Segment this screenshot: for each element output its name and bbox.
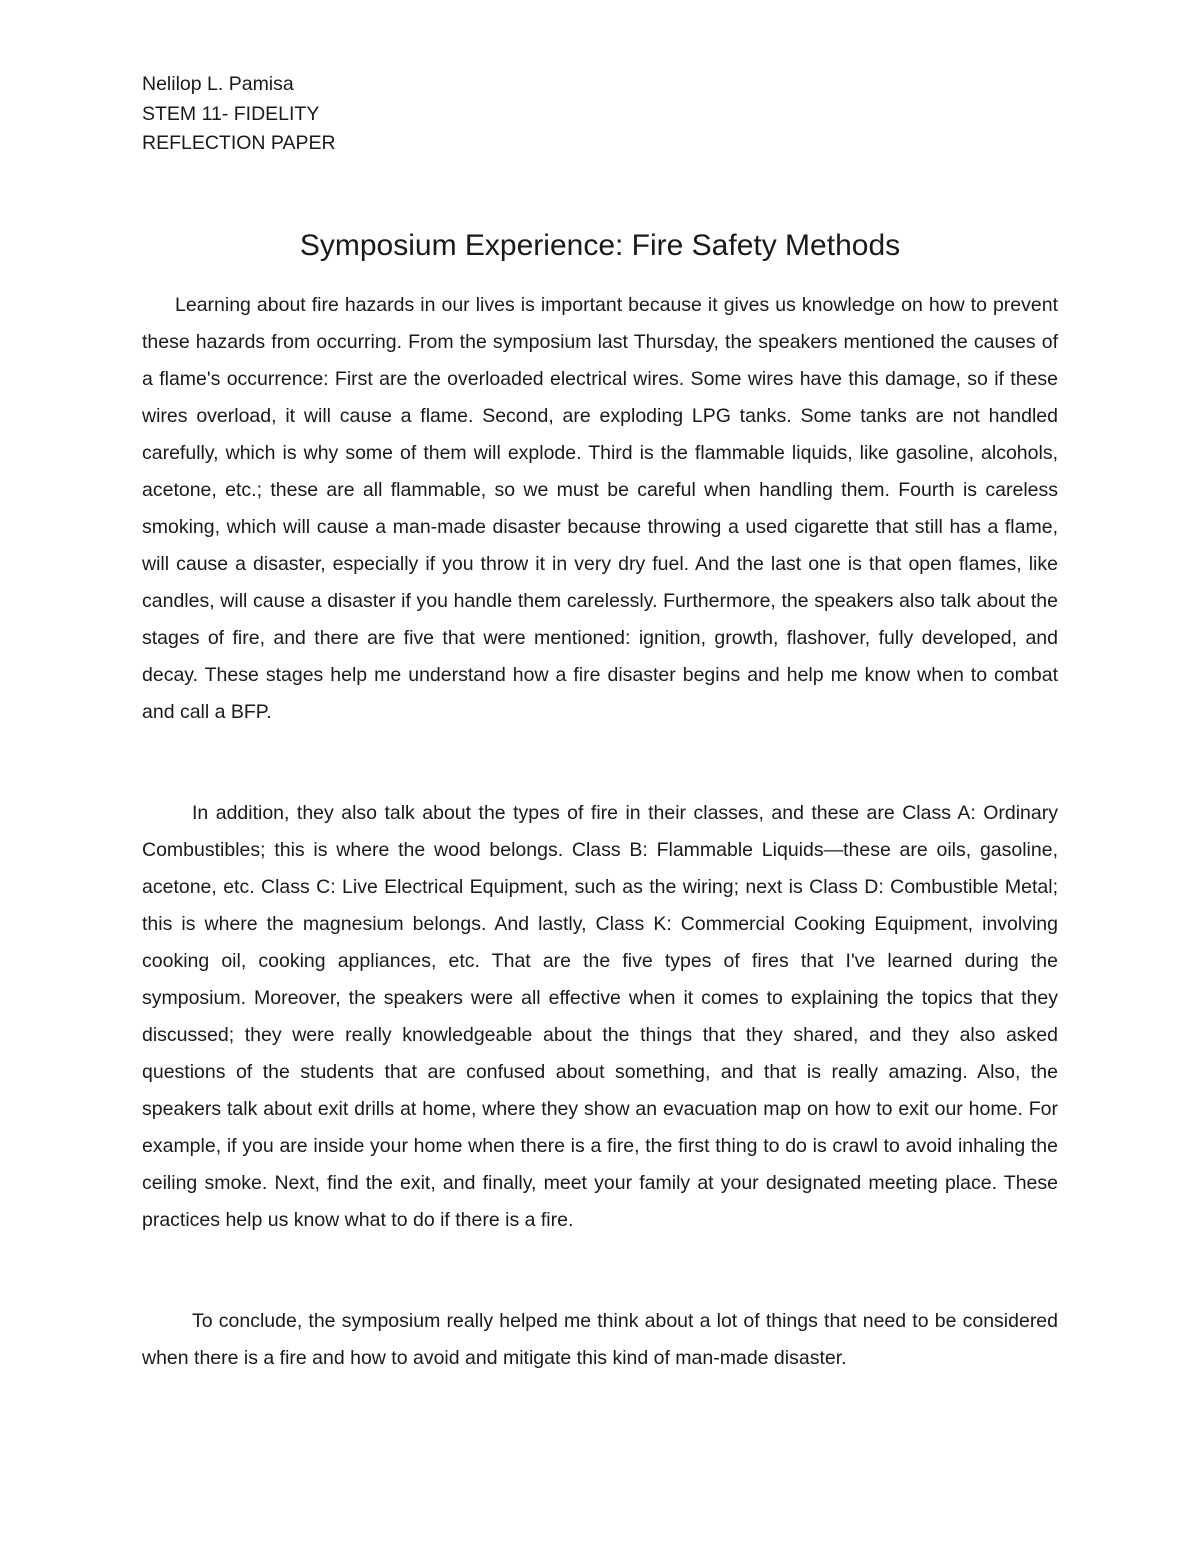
paragraph-1: Learning about fire hazards in our lives is important because it gives us knowledge on how to prevent these hazards from occurring. From the symposium last Thursday, the speakers mentioned the causes of a flame's occurrence: First are the overloaded electrical wires. Some wires have this damage, so if these wires overload, it will cause a flame. Second, are exploding LPG tanks. Some tanks are not handled carefully, which is why some of them will explode. Third is the flammable liquids, like gasoline, alcohols, acetone, etc.; these are all flammable, so we must be careful when handling them. Fourth is careless smoking, which will cause a man-made disaster because throwing a used cigarette that still has a flame, will cause a disaster, especially if you throw it in very dry fuel. And the last one is that open flames, like candles, will cause a disaster if you handle them carelessly. Furthermore, the speakers also talk about the stages of fire, and there are five that were mentioned: ignition, growth, flashover, fully developed, and decay. These stages help me understand how a fire disaster begins and help me know when to combat and call a BFP. xyxy=(142,294,1058,723)
document-title: Symposium Experience: Fire Safety Methods xyxy=(299,229,901,262)
author-name: Nelilop L. Pamisa xyxy=(142,73,294,95)
document-type: REFLECTION PAPER xyxy=(142,132,336,154)
class-section: STEM 11- FIDELITY xyxy=(142,102,320,125)
document-header xyxy=(142,70,336,159)
document-body xyxy=(142,287,1058,1377)
paragraph-3: To conclude, the symposium really helped me think about a lot of things that need to be considered when there is a fire and how to avoid and mitigate this kind of man-made disaster. xyxy=(142,1310,1058,1369)
paragraph-2: In addition, they also talk about the types of fire in their classes, and these are Class A: Ordinary Combustibles; this is where the wood belongs. Class B: Flammable Liquids—these are oils, gasoline, acetone, etc. Class C: Live Electrical Equipment, such as the wiring; next is Class D: Combustible Metal; this is where the magnesium belongs. And lastly, Class K: Commercial Cooking Equipment, involving cooking oil, cooking appliances, etc. That are the five types of fires that I've learned during the symposium. Moreover, the speakers were all effective when it comes to explaining the topics that they discussed; they were really knowledgeable about the things that they shared, and they also asked questions of the students that are confused about something, and that is really amazing. Also, the speakers talk about exit drills at home, where they show an evacuation map on how to exit our home. For example, if you are inside your home when there is a fire, the first thing to do is crawl to avoid inhaling the ceiling smoke. Next, find the exit, and finally, meet your family at your designated meeting place. These practices help us know what to do if there is a fire. xyxy=(142,802,1058,1231)
